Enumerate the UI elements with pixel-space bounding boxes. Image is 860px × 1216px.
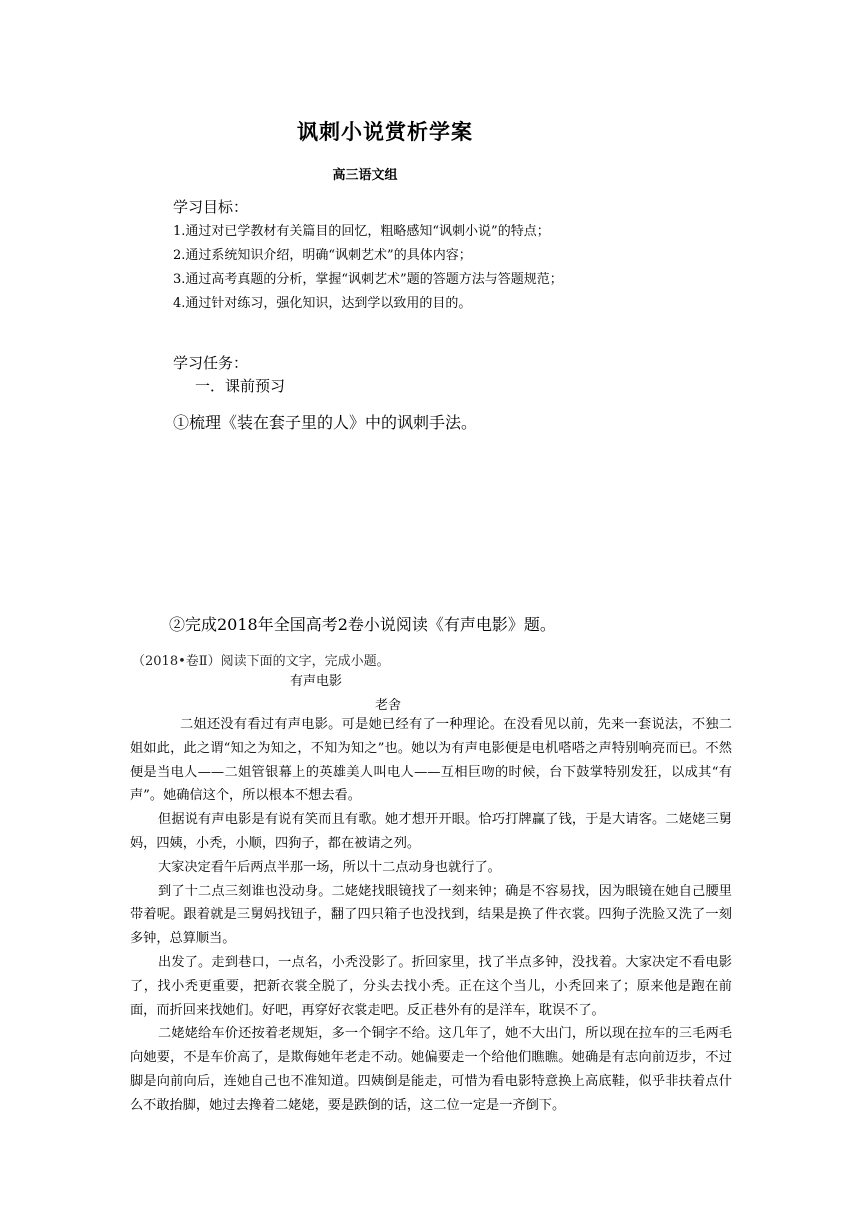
story-paragraph: 大家决定看午后两点半那一场，所以十二点动身也就行了。: [158, 859, 501, 875]
goals-heading: 学习目标：: [173, 198, 249, 216]
story-body: [130, 713, 732, 1118]
document-subtitle: 高三语文组: [332, 168, 398, 183]
tasks-heading: 学习任务：: [173, 354, 249, 372]
story-title: 有声电影: [290, 674, 343, 689]
section-heading-preview: 一．课前预习: [195, 377, 286, 395]
story-paragraph: 二姐还没有看过有声电影。可是她已经有了一种理论。在没看见以前，先来一套说法，不独二姐如此，此之谓“知之为知之，不知为知之”也。她以为有声电影便是电机嗒嗒之声特别响亮而已。不然便是当电人——二姐管银幕上的英雄美人叫电人——互相巨吻的时候，台下鼓掌特别发狂，以成其“有声”。她确信这个，所以根本不想去看。: [130, 717, 732, 804]
story-paragraph: 二姥姥给车价还按着老规矩，多一个铜字不给。这几年了，她不大出门，所以现在拉车的三毛两毛向她要，不是车价高了，是欺侮她年老走不动。她偏要走一个给他们瞧瞧。她确是有志向前迈步，不过脚是向前向后，连她自己也不准知道。四姨倒是能走，可惜为看电影特意换上高底鞋，似乎非扶着点什么不敢抬脚，她过去搀着二姥姥，要是跌倒的话，这二位一定是一齐倒下。: [130, 1026, 732, 1113]
story-paragraph: 但据说有声电影是有说有笑而且有歌。她才想开开眼。恰巧打牌赢了钱，于是大请客。二姥姥三舅妈，四姨，小秃，小顺，四狗子，都在被请之列。: [130, 812, 732, 851]
goal-item: 3.通过高考真题的分析，掌握“讽刺艺术”题的答题方法与答题规范；: [173, 272, 563, 287]
exam-source-note: （2018•卷Ⅱ）阅读下面的文字，完成小题。: [132, 654, 390, 669]
goal-item: 1.通过对已学教材有关篇目的回忆，粗略感知“讽刺小说”的特点；: [173, 224, 550, 239]
task-item-2: ②完成2018年全国高考2卷小说阅读《有声电影》题。: [169, 615, 556, 634]
story-paragraph: 到了十二点三刻谁也没动身。二姥姥找眼镜找了一刻来钟；确是不容易找，因为眼镜在她自己腰里带着呢。跟着就是三舅妈找钮子，翻了四只箱子也没找到，结果是换了件衣裳。四狗子洗脸又洗了一刻多钟，总算顺当。: [130, 883, 732, 947]
story-paragraph: 出发了。走到巷口，一点名，小秃没影了。折回家里，找了半点多钟，没找着。大家决定不看电影了，找小秃更重要，把新衣裳全脱了，分头去找小秃。正在这个当儿，小秃回来了；原来他是跑在前面，而折回来找她们。好吧，再穿好衣裳走吧。反正巷外有的是洋车，耽误不了。: [130, 954, 732, 1018]
goal-item: 4.通过针对练习，强化知识，达到学以致用的目的。: [173, 296, 472, 311]
story-author: 老舍: [375, 698, 402, 713]
goal-item: 2.通过系统知识介绍，明确“讽刺艺术”的具体内容；: [173, 248, 472, 263]
task-item-1: ①梳理《装在套子里的人》中的讽刺手法。: [173, 413, 478, 432]
document-title: 讽刺小说赏析学案: [297, 120, 473, 144]
goals-list: [173, 220, 733, 316]
